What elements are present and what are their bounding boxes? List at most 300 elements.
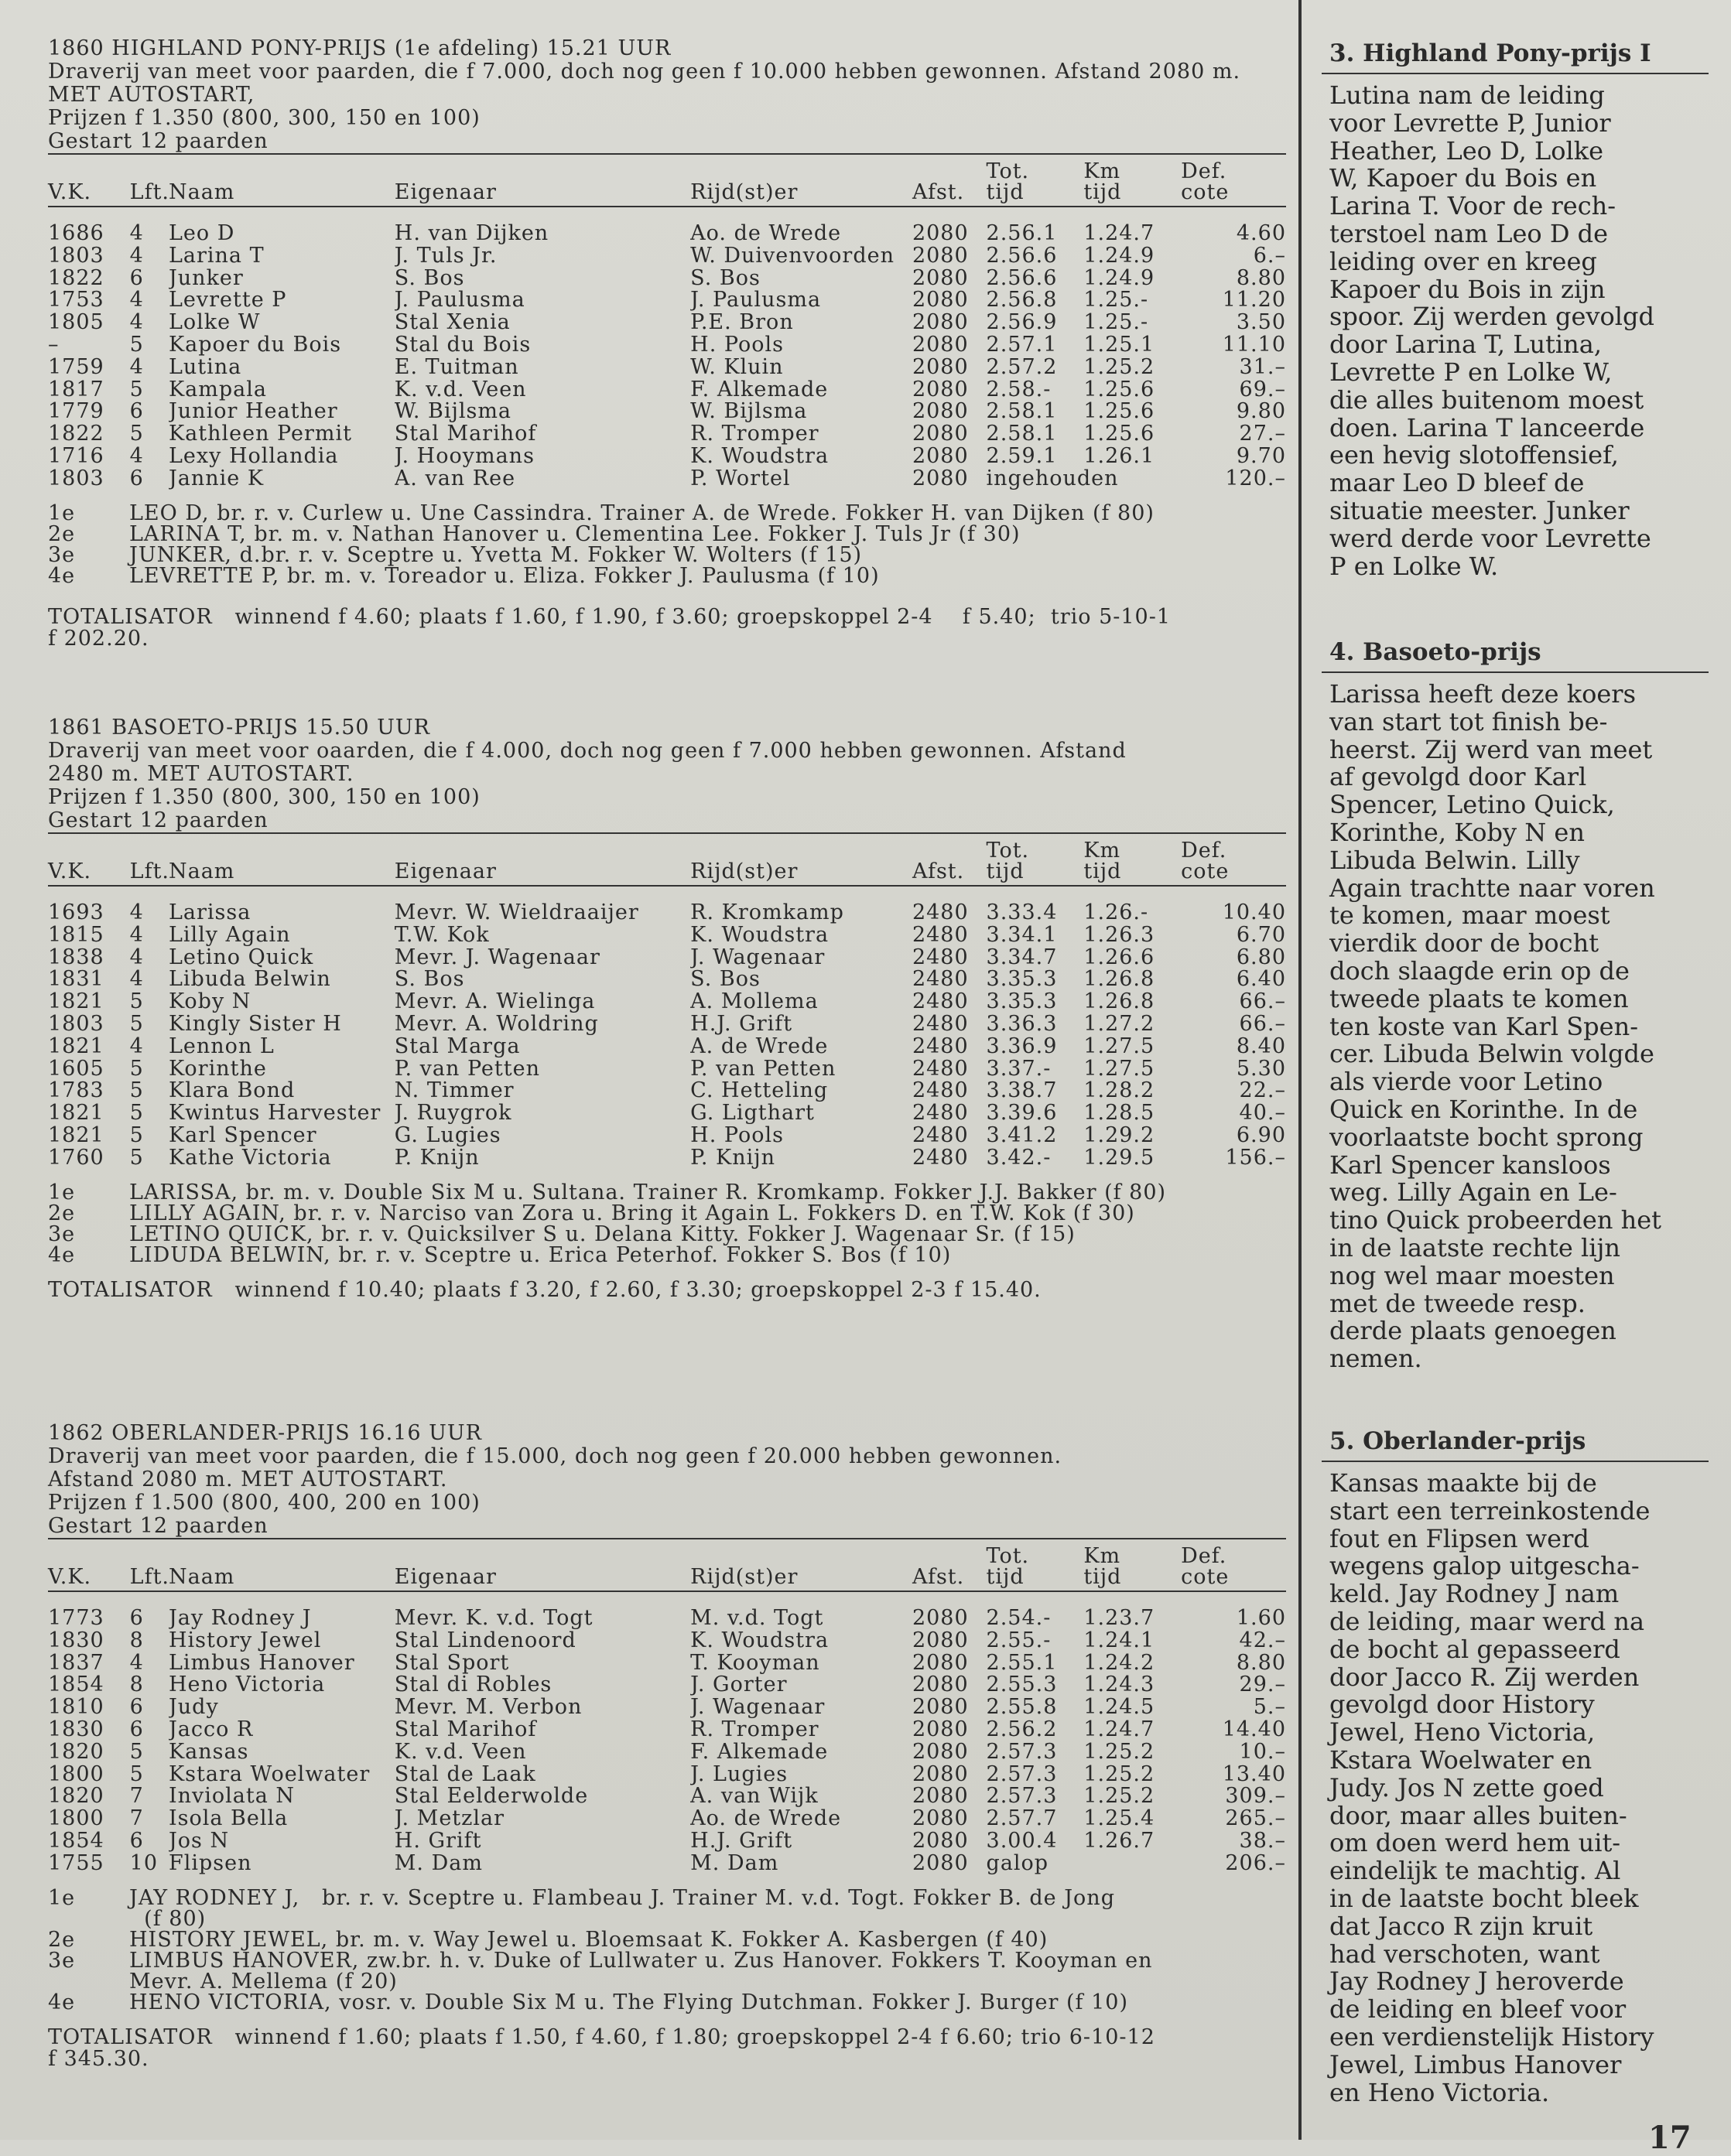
cell-rijder: W. Bijlsma: [690, 401, 808, 424]
commentary-line: Lutina nam de leiding: [1329, 80, 1605, 110]
cell-km-tijd: 1.24.9: [1083, 267, 1155, 290]
cell-def-cote: 31.–: [1239, 356, 1286, 379]
cell-tot-tijd: ingehouden: [986, 467, 1119, 490]
col-tot-tijd: Tot. tijd: [986, 839, 1030, 883]
commentary-line: Kapoer du Bois in zijn: [1329, 274, 1606, 304]
cell-lft: 5: [129, 1013, 144, 1036]
cell-tot-tijd: 2.56.6: [986, 267, 1058, 290]
commentary-line: door, maar alles buiten-: [1329, 1800, 1627, 1830]
cell-eigenaar: P. Knijn: [394, 1146, 480, 1170]
cell-afst: 2080: [912, 445, 969, 468]
cell-afst: 2080: [912, 1808, 969, 1830]
commentary-line: doen. Larina T lanceerde: [1329, 412, 1645, 442]
cell-tot-tijd: 2.58.-: [986, 378, 1052, 401]
cell-naam: Levrette P: [168, 289, 287, 313]
commentary-line: af gevolgd door Karl: [1329, 762, 1587, 792]
cell-tot-tijd: 2.54.-: [986, 1608, 1052, 1630]
cell-afst: 2080: [912, 1629, 969, 1652]
commentary-line: een verdienstelijk History: [1329, 2021, 1654, 2052]
cell-km-tijd: 1.25.6: [1083, 423, 1155, 446]
cell-afst: 2080: [912, 1608, 969, 1630]
placing-position: 1e: [48, 501, 76, 525]
cell-afst: 2080: [912, 1830, 969, 1853]
col-rijder: Rijd(st)er: [690, 1565, 799, 1589]
cell-afst: 2080: [912, 1718, 969, 1741]
commentary-line: derde plaats genoegen: [1329, 1316, 1616, 1346]
placing-description: HENO VICTORIA, vosr. v. Double Six M u. The Flying Dutchman. Fokker J. Burger (f 10): [129, 1990, 1129, 2014]
cell-def-cote: 8.40: [1236, 1035, 1286, 1058]
placing-description: LARISSA, br. m. v. Double Six M u. Sultana. Trainer R. Kromkamp. Fokker J.J. Bakker (f 80): [129, 1180, 1167, 1204]
placing-description: LILLY AGAIN, br. r. v. Narciso van Zora u. Bring it Again L. Fokkers D. en T.W. Kok (f 30): [129, 1201, 1135, 1225]
cell-vk: 1753: [48, 289, 104, 313]
cell-afst: 2080: [912, 267, 969, 290]
cell-lft: 6: [129, 401, 144, 424]
placing-line: [48, 1224, 1286, 1245]
cell-def-cote: 29.–: [1239, 1674, 1286, 1697]
cell-lft: 5: [129, 1124, 144, 1147]
cell-vk: 1773: [48, 1608, 104, 1630]
cell-tot-tijd: 2.55.1: [986, 1652, 1058, 1675]
cell-vk: 1716: [48, 445, 104, 468]
cell-afst: 2080: [912, 1852, 969, 1875]
table-row: [48, 1830, 1286, 1853]
cell-tot-tijd: 3.36.3: [986, 1013, 1058, 1036]
race-starters: Gestart 12 paarden: [48, 129, 269, 153]
cell-rijder: M. v.d. Togt: [690, 1608, 824, 1630]
commentary-body: [1322, 82, 1709, 580]
race-conditions: Draverij van meet voor paarden, die f 15.000, doch nog geen f 20.000 hebben gewonnen.: [48, 1444, 1062, 1468]
cell-vk: 1830: [48, 1629, 104, 1652]
cell-rijder: Ao. de Wrede: [690, 1808, 842, 1830]
race-prizes: Prijzen f 1.350 (800, 300, 150 en 100): [48, 106, 481, 130]
cell-km-tijd: 1.25.2: [1083, 1763, 1155, 1786]
cell-eigenaar: T.W. Kok: [394, 924, 490, 947]
cell-naam: Lexy Hollandia: [168, 445, 339, 468]
cell-lft: 5: [129, 991, 144, 1013]
col-km-tijd: Km tijd: [1083, 159, 1122, 204]
cell-eigenaar: Stal di Robles: [394, 1674, 552, 1697]
cell-naam: Limbus Hanover: [168, 1652, 355, 1675]
cell-vk: 1820: [48, 1741, 104, 1764]
commentary-line: terstoel nam Leo D de: [1329, 218, 1609, 248]
commentary-line: leiding over en kreeg: [1329, 246, 1597, 276]
col-rijder: Rijd(st)er: [690, 859, 799, 883]
commentary-line: Judy. Jos N zette goed: [1329, 1772, 1604, 1802]
cell-rijder: G. Ligthart: [690, 1102, 815, 1125]
table-row: [48, 379, 1286, 401]
cell-km-tijd: 1.26.1: [1083, 445, 1155, 468]
cell-vk: 1820: [48, 1785, 104, 1809]
table-row: [48, 446, 1286, 468]
cell-lft: 5: [129, 1080, 144, 1103]
cell-afst: 2080: [912, 333, 969, 357]
placing-line: [48, 1929, 1286, 1950]
placing-line: [48, 1203, 1286, 1224]
placing-position: 2e: [48, 1927, 76, 1952]
cell-naam: Letino Quick: [168, 946, 314, 969]
cell-naam: Larissa: [168, 902, 251, 924]
cell-def-cote: 5.–: [1253, 1696, 1286, 1719]
commentary-line: vierdik door de bocht: [1329, 928, 1599, 958]
commentary-line: de leiding en bleef voor: [1329, 1994, 1627, 2024]
table-row: [48, 1719, 1286, 1741]
cell-lft: 4: [129, 312, 144, 334]
cell-afst: 2080: [912, 1763, 969, 1786]
cell-vk: 1759: [48, 356, 104, 379]
commentary-line: ten koste van Karl Spen-: [1329, 1011, 1639, 1041]
cell-rijder: F. Alkemade: [690, 378, 829, 401]
commentary-line: doch slaagde erin op de: [1329, 955, 1630, 986]
race-title: 1861 BASOETO-PRIJS 15.50 UUR: [48, 716, 431, 740]
table-row: [48, 924, 1286, 947]
commentary-line: de bocht al gepasseerd: [1329, 1634, 1620, 1664]
placing-line: [48, 1950, 1286, 1992]
cell-naam: Kapoer du Bois: [168, 333, 342, 357]
cell-def-cote: 66.–: [1239, 1013, 1286, 1036]
cell-tot-tijd: galop: [986, 1852, 1049, 1875]
cell-eigenaar: Stal Xenia: [394, 312, 511, 334]
cell-naam: Koby N: [168, 991, 251, 1013]
cell-vk: 1815: [48, 924, 104, 947]
cell-eigenaar: E. Tuitman: [394, 356, 519, 379]
race-conditions: Draverij van meet voor oaarden, die f 4.000, doch nog geen f 7.000 hebben gewonnen. Afstand: [48, 739, 1127, 763]
cell-tot-tijd: 2.56.1: [986, 223, 1058, 245]
cell-naam: Lolke W: [168, 312, 261, 334]
race-title: 1860 HIGHLAND PONY-PRIJS (1e afdeling) 15.21 UUR: [48, 36, 672, 60]
cell-eigenaar: J. Metzlar: [394, 1808, 505, 1830]
placing-description: LIMBUS HANOVER, zw.br. h. v. Duke of Lullwater u. Zus Hanover. Fokkers T. Kooyman en Mevr. A. Mellema (f 20): [129, 1948, 1153, 1994]
cell-afst: 2080: [912, 1785, 969, 1809]
cell-rijder: J. Paulusma: [690, 289, 822, 313]
cell-naam: Heno Victoria: [168, 1674, 326, 1697]
cell-eigenaar: Stal Marga: [394, 1035, 521, 1058]
col-naam: Naam: [168, 180, 235, 204]
cell-naam: Junker: [168, 267, 244, 290]
col-eigenaar: Eigenaar: [394, 1565, 497, 1589]
cell-naam: Kathleen Permit: [168, 423, 352, 446]
cell-afst: 2480: [912, 1080, 969, 1103]
placing-line: [48, 1885, 1286, 1931]
cell-km-tijd: 1.27.2: [1083, 1013, 1155, 1036]
cell-eigenaar: H. Grift: [394, 1830, 482, 1853]
cell-afst: 2080: [912, 1696, 969, 1719]
cell-tot-tijd: 2.57.7: [986, 1808, 1058, 1830]
commentary-line: eindelijk te machtig. Al: [1329, 1856, 1621, 1886]
commentary-line: W, Kapoer du Bois en: [1329, 163, 1597, 193]
cell-vk: 1821: [48, 1124, 104, 1147]
table-row: [48, 1785, 1286, 1808]
cell-naam: Jacco R: [168, 1718, 254, 1741]
cell-afst: 2080: [912, 356, 969, 379]
cell-vk: 1605: [48, 1057, 104, 1081]
cell-def-cote: 9.80: [1236, 401, 1286, 424]
table-row: [48, 268, 1286, 290]
cell-afst: 2480: [912, 1102, 969, 1125]
cell-rijder: K. Woudstra: [690, 924, 830, 947]
race-header: [48, 37, 1286, 153]
cell-def-cote: 69.–: [1239, 378, 1286, 401]
table-row: [48, 1853, 1286, 1875]
cell-def-cote: 6.80: [1236, 946, 1286, 969]
cell-def-cote: 309.–: [1225, 1785, 1286, 1809]
cell-afst: 2080: [912, 1652, 969, 1675]
cell-vk: 1831: [48, 969, 104, 992]
placing-line: [48, 542, 1286, 567]
cell-def-cote: 6.90: [1236, 1124, 1286, 1147]
commentary-line: gevolgd door History: [1329, 1690, 1595, 1720]
commentary-line: wegens galop uitgescha-: [1329, 1551, 1640, 1581]
cell-eigenaar: Stal Marihof: [394, 1718, 537, 1741]
commentary-line: door Jacco R. Zij werden: [1329, 1662, 1640, 1692]
table-header-row: [48, 833, 1286, 886]
cell-afst: 2080: [912, 223, 969, 245]
table-row: [48, 1764, 1286, 1786]
cell-tot-tijd: 3.35.3: [986, 969, 1058, 992]
cell-km-tijd: 1.24.7: [1083, 223, 1155, 245]
cell-lft: 4: [129, 244, 144, 268]
cell-vk: 1822: [48, 423, 104, 446]
col-tot-tijd: Tot. tijd: [986, 159, 1030, 204]
table-row: [48, 1808, 1286, 1830]
cell-lft: 6: [129, 1830, 144, 1853]
cell-km-tijd: 1.24.3: [1083, 1674, 1155, 1697]
cell-km-tijd: 1.24.1: [1083, 1629, 1155, 1652]
cell-km-tijd: 1.27.5: [1083, 1035, 1155, 1058]
cell-rijder: C. Hetteling: [690, 1080, 829, 1103]
cell-tot-tijd: 2.57.3: [986, 1741, 1058, 1764]
commentary-line: werd derde voor Levrette: [1329, 523, 1651, 553]
commentary-oberlander: [1322, 1428, 1709, 2106]
commentary-line: Levrette P en Lolke W,: [1329, 357, 1613, 387]
placings: [48, 503, 1286, 586]
col-lft: Lft.: [129, 180, 170, 204]
cell-vk: 1805: [48, 312, 104, 334]
cell-eigenaar: Stal de Laak: [394, 1763, 536, 1786]
cell-rijder: P.E. Bron: [690, 312, 794, 334]
cell-lft: 4: [129, 289, 144, 313]
commentary-line: keld. Jay Rodney J nam: [1329, 1579, 1620, 1609]
cell-naam: Jos N: [168, 1830, 230, 1853]
commentary-line: nemen.: [1329, 1344, 1422, 1374]
col-naam: Naam: [168, 859, 235, 883]
cell-km-tijd: 1.26.8: [1083, 991, 1155, 1013]
cell-def-cote: 27.–: [1239, 423, 1286, 446]
cell-rijder: J. Gorter: [690, 1674, 788, 1697]
commentary-line: en Heno Victoria.: [1329, 2077, 1550, 2107]
cell-km-tijd: 1.27.5: [1083, 1057, 1155, 1081]
commentary-line: Jewel, Limbus Hanover: [1329, 2049, 1622, 2079]
cell-eigenaar: S. Bos: [394, 969, 465, 992]
table-row: [48, 1147, 1286, 1170]
cell-lft: 5: [129, 423, 144, 446]
totalisator: TOTALISATOR winnend f 10.40; plaats f 3.20, f 2.60, f 3.30; groepskoppel 2-3 f 15.40.: [48, 1277, 1042, 1302]
commentary-highland: [1322, 40, 1709, 580]
placing-description: LIDUDA BELWIN, br. r. v. Sceptre u. Erica Peterhof. Fokker S. Bos (f 10): [129, 1242, 952, 1267]
cell-km-tijd: 1.26.6: [1083, 946, 1155, 969]
cell-tot-tijd: 3.36.9: [986, 1035, 1058, 1058]
table-row: [48, 289, 1286, 312]
cell-km-tijd: 1.23.7: [1083, 1608, 1155, 1630]
cell-eigenaar: J. Paulusma: [394, 289, 525, 313]
col-naam: Naam: [168, 1565, 235, 1589]
commentary-line: in de laatste bocht bleek: [1329, 1883, 1639, 1913]
cell-tot-tijd: 3.42.-: [986, 1146, 1052, 1170]
cell-lft: 4: [129, 356, 144, 379]
cell-eigenaar: Stal Eelderwolde: [394, 1785, 589, 1809]
col-vk: V.K.: [48, 1565, 92, 1589]
cell-tot-tijd: 2.58.1: [986, 423, 1058, 446]
cell-vk: 1755: [48, 1852, 104, 1875]
cell-tot-tijd: 2.55.8: [986, 1696, 1058, 1719]
col-km-tijd: Km tijd: [1083, 839, 1122, 883]
table-row: [48, 1608, 1286, 1630]
cell-afst: 2480: [912, 969, 969, 992]
cell-def-cote: 40.–: [1239, 1102, 1286, 1125]
commentary-line: nog wel maar moesten: [1329, 1260, 1615, 1290]
results-table: [48, 832, 1286, 1170]
commentary-line: situatie meester. Junker: [1329, 495, 1630, 525]
race-prizes: Prijzen f 1.500 (800, 400, 200 en 100): [48, 1491, 481, 1515]
table-row: [48, 312, 1286, 334]
cell-afst: 2080: [912, 423, 969, 446]
placing-line: [48, 1992, 1286, 2013]
cell-km-tijd: 1.24.5: [1083, 1696, 1155, 1719]
cell-lft: 10: [129, 1852, 159, 1875]
placing-description: HISTORY JEWEL, br. m. v. Way Jewel u. Bloemsaat K. Fokker A. Kasbergen (f 40): [129, 1927, 1049, 1952]
cell-lft: 6: [129, 1696, 144, 1719]
table-row: [48, 969, 1286, 991]
placings: [48, 1885, 1286, 2014]
commentary-title: 5. Oberlander-prijs: [1329, 1427, 1586, 1455]
cell-tot-tijd: 3.34.1: [986, 924, 1058, 947]
commentary-body: [1322, 681, 1709, 1373]
cell-vk: 1803: [48, 244, 104, 268]
commentary-line: Quick en Korinthe. In de: [1329, 1094, 1638, 1124]
cell-afst: 2480: [912, 1013, 969, 1036]
cell-afst: 2480: [912, 946, 969, 969]
cell-def-cote: 3.50: [1236, 312, 1286, 334]
cell-afst: 2480: [912, 902, 969, 924]
col-afst: Afst.: [912, 859, 965, 883]
col-eigenaar: Eigenaar: [394, 859, 497, 883]
cell-afst: 2080: [912, 289, 969, 313]
cell-km-tijd: 1.26.8: [1083, 969, 1155, 992]
cell-eigenaar: A. van Ree: [394, 467, 516, 490]
cell-rijder: S. Bos: [690, 267, 761, 290]
cell-km-tijd: 1.25.-: [1083, 312, 1149, 334]
commentary-line: tweede plaats te komen: [1329, 983, 1629, 1013]
row-spacer: [48, 1591, 1286, 1608]
cell-lft: 8: [129, 1629, 144, 1652]
commentary-line: Kansas maakte bij de: [1329, 1468, 1597, 1498]
totalisator: TOTALISATOR winnend f 1.60; plaats f 1.50, f 4.60, f 1.80; groepskoppel 2-4 f 6.60; trio 6-10-12 f 345.30.: [48, 2024, 1155, 2071]
cell-km-tijd: 1.29.2: [1083, 1124, 1155, 1147]
col-vk: V.K.: [48, 859, 92, 883]
cell-rijder: H.J. Grift: [690, 1830, 793, 1853]
race-header: [48, 716, 1286, 832]
commentary-line: de leiding, maar werd na: [1329, 1606, 1645, 1636]
cell-vk: 1810: [48, 1696, 104, 1719]
col-def-cote: Def. cote: [1181, 159, 1230, 204]
cell-lft: 4: [129, 445, 144, 468]
cell-def-cote: 206.–: [1225, 1852, 1286, 1875]
cell-def-cote: 4.60: [1236, 223, 1286, 245]
page-number: 17: [1648, 2120, 1692, 2156]
cell-def-cote: 120.–: [1225, 467, 1286, 490]
cell-lft: 4: [129, 223, 144, 245]
cell-afst: 2480: [912, 1146, 969, 1170]
placing-description: JAY RODNEY J, br. r. v. Sceptre u. Flambeau J. Trainer M. v.d. Togt. Fokker B. de Jong (f 80): [129, 1885, 1115, 1931]
table-row: [48, 401, 1286, 423]
placing-line: [48, 521, 1286, 546]
cell-km-tijd: 1.24.9: [1083, 244, 1155, 268]
cell-lft: 6: [129, 1608, 144, 1630]
commentary-line: Libuda Belwin. Lilly: [1329, 845, 1580, 875]
cell-vk: 1686: [48, 223, 104, 245]
table-row: [48, 1058, 1286, 1081]
totalisator: TOTALISATOR winnend f 4.60; plaats f 1.60, f 1.90, f 3.60; groepskoppel 2-4 f 5.40; trio 5-10-1 f 202.20.: [48, 604, 1172, 651]
cell-km-tijd: 1.29.5: [1083, 1146, 1155, 1170]
placing-position: 1e: [48, 1885, 76, 1910]
cell-tot-tijd: 3.34.7: [986, 946, 1058, 969]
cell-vk: 1854: [48, 1674, 104, 1697]
commentary-body: [1322, 1470, 1709, 2106]
race-header: [48, 1422, 1286, 1538]
race-start-type: Afstand 2080 m. MET AUTOSTART.: [48, 1468, 448, 1491]
cell-def-cote: 10.–: [1239, 1741, 1286, 1764]
cell-def-cote: 42.–: [1239, 1629, 1286, 1652]
cell-naam: Larina T: [168, 244, 265, 268]
cell-eigenaar: K. v.d. Veen: [394, 1741, 527, 1764]
commentary-line: tino Quick probeerden het: [1329, 1205, 1662, 1235]
cell-naam: Jannie K: [168, 467, 265, 490]
cell-vk: 1838: [48, 946, 104, 969]
commentary-line: Korinthe, Koby N en: [1329, 817, 1585, 847]
race-prizes: Prijzen f 1.350 (800, 300, 150 en 100): [48, 785, 481, 809]
commentary-line: als vierde voor Letino: [1329, 1067, 1603, 1097]
placing-position: 2e: [48, 1201, 76, 1225]
cell-rijder: P. Knijn: [690, 1146, 775, 1170]
cell-naam: Flipsen: [168, 1852, 252, 1875]
cell-tot-tijd: 2.59.1: [986, 445, 1058, 468]
table-row: [48, 357, 1286, 379]
race-title: 1862 OBERLANDER-PRIJS 16.16 UUR: [48, 1421, 482, 1445]
col-afst: Afst.: [912, 180, 965, 204]
cell-naam: Kingly Sister H: [168, 1013, 342, 1036]
cell-vk: 1837: [48, 1652, 104, 1675]
col-km-tijd: Km tijd: [1083, 1544, 1122, 1589]
cell-tot-tijd: 2.57.1: [986, 333, 1058, 357]
commentary-line: heerst. Zij werd van meet: [1329, 734, 1653, 764]
cell-afst: 2480: [912, 991, 969, 1013]
cell-def-cote: 6.–: [1253, 244, 1286, 268]
cell-def-cote: 38.–: [1239, 1830, 1286, 1853]
cell-eigenaar: Mevr. A. Wielinga: [394, 991, 596, 1013]
col-def-cote: Def. cote: [1181, 1544, 1230, 1589]
cell-def-cote: 1.60: [1236, 1608, 1286, 1630]
race-starters: Gestart 12 paarden: [48, 1514, 269, 1538]
cell-tot-tijd: 2.56.2: [986, 1718, 1058, 1741]
commentary-line: Jay Rodney J heroverde: [1329, 1966, 1624, 1997]
title-rule: [1322, 73, 1709, 74]
commentary-line: Karl Spencer kansloos: [1329, 1150, 1611, 1180]
cell-eigenaar: M. Dam: [394, 1852, 483, 1875]
table-row: [48, 1630, 1286, 1652]
cell-afst: 2080: [912, 1674, 969, 1697]
cell-tot-tijd: 3.00.4: [986, 1830, 1058, 1853]
commentary-line: fout en Flipsen werd: [1329, 1523, 1589, 1553]
cell-km-tijd: 1.26.-: [1083, 902, 1149, 924]
